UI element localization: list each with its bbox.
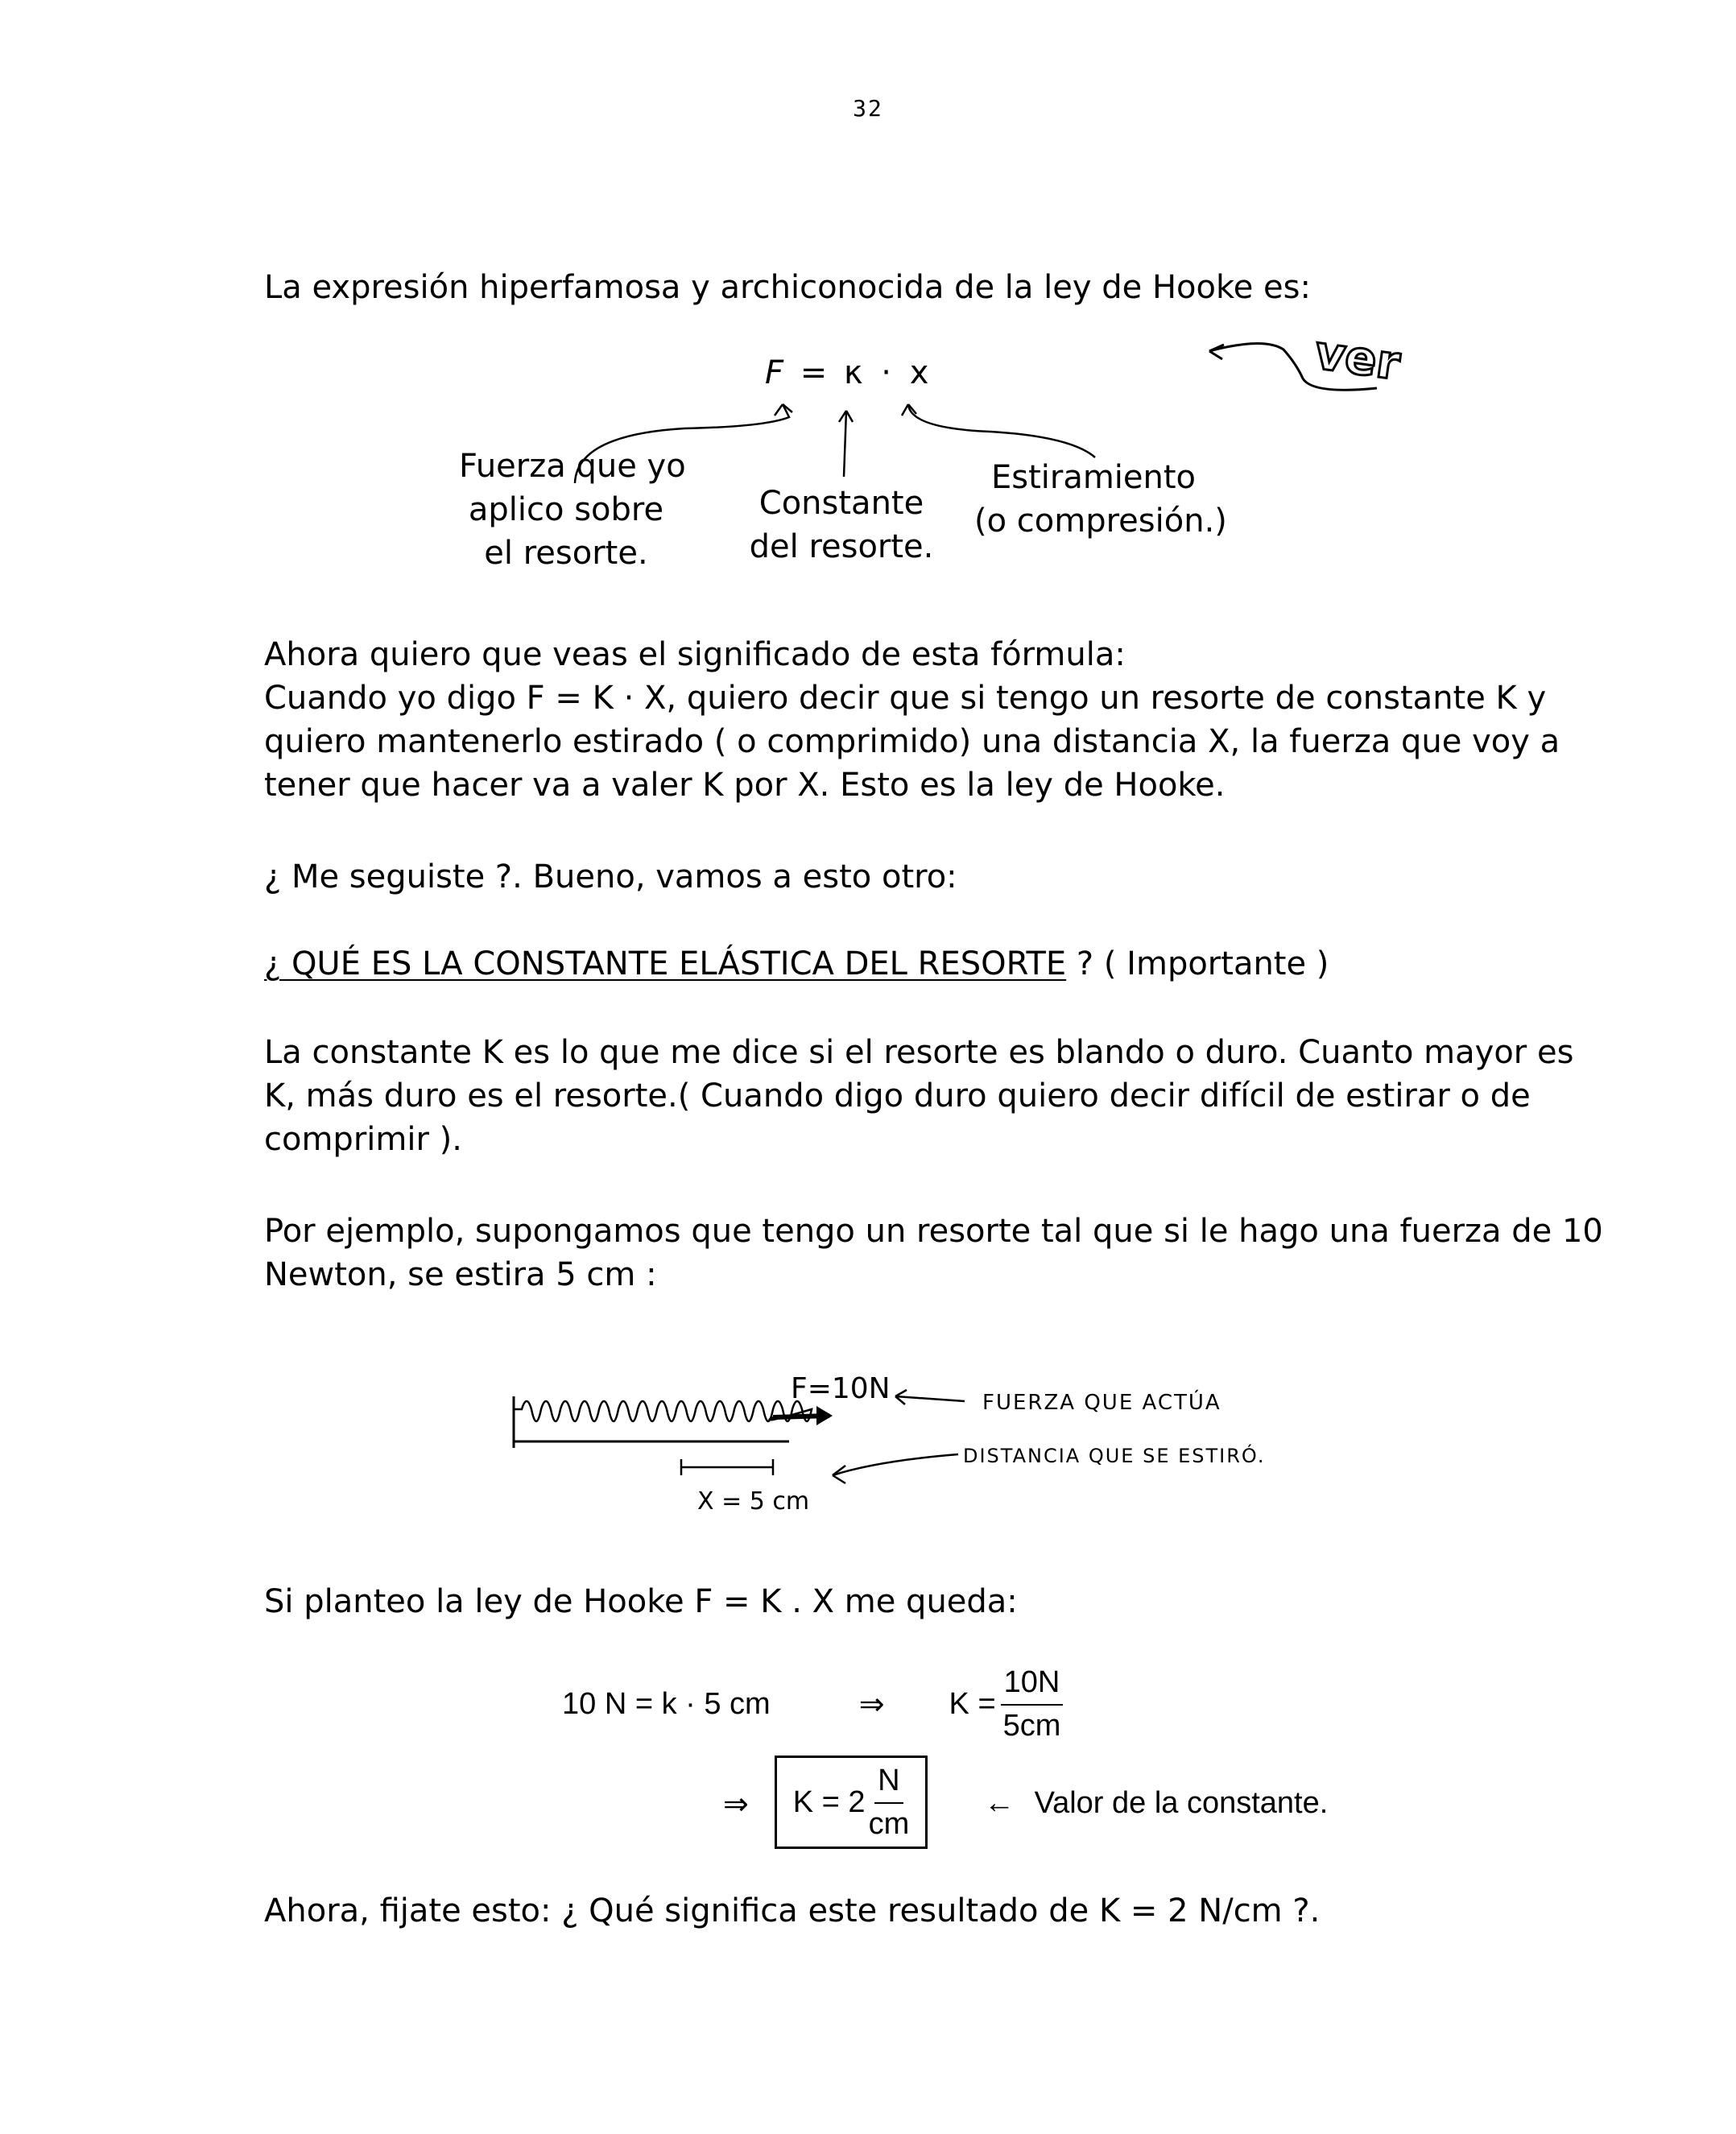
equation-1-implies: ⇒ <box>858 1687 885 1722</box>
paragraph-constant-line: comprimir ). <box>264 1121 462 1158</box>
equation-1-numerator: 10N <box>1001 1664 1064 1706</box>
label-fuerza-line-1: Fuerza que yo <box>459 448 686 485</box>
distance-note-arrow <box>833 1454 958 1475</box>
distance-note-arrow-head <box>833 1466 845 1483</box>
force-label: F=10N <box>791 1372 891 1405</box>
ver-arrow-head <box>1209 345 1224 359</box>
paragraph-hooke-apply <box>264 1580 1520 1623</box>
force-note-arrow <box>895 1396 965 1401</box>
paragraph-hooke-apply-line: Si planteo la ley de Hooke F = K . X me queda: <box>264 1583 1018 1620</box>
formula-dot: · <box>881 354 891 391</box>
equation-1-fraction <box>1001 1664 1064 1744</box>
arrow-constante <box>844 411 846 477</box>
equation-1 <box>562 1664 1063 1744</box>
section-heading-rest: ? ( Importante ) <box>1066 945 1329 982</box>
arrow-estiramiento <box>908 404 1095 457</box>
paragraph-constant-line: K, más duro es el resorte.( Cuando digo duro quiero decir difícil de estirar o de <box>264 1077 1531 1115</box>
equation-1-denominator: 5cm <box>1002 1709 1061 1743</box>
result-numerator: N <box>874 1762 903 1804</box>
section-heading-underlined: ¿ QUÉ ES LA CONSTANTE ELÁSTICA DEL RESORTE <box>264 945 1067 982</box>
arrow-fuerza-head <box>775 404 792 416</box>
paragraph-followed-line: ¿ Me seguiste ?. Bueno, vamos a esto otro: <box>264 858 957 895</box>
formula-k: κ <box>843 354 863 391</box>
result-note <box>984 1786 1328 1821</box>
label-constante <box>749 482 934 569</box>
spring-sketch <box>507 1361 1329 1538</box>
paragraph-closing <box>264 1889 1520 1933</box>
spring-coil <box>514 1401 812 1421</box>
result-box <box>775 1756 928 1849</box>
formula-equals: = <box>800 354 828 391</box>
force-arrow-head <box>816 1406 833 1425</box>
result-note-arrow: ← <box>984 1786 1015 1820</box>
label-estiramiento-line-2: (o compresión.) <box>974 502 1227 540</box>
equation-2-implies: ⇒ <box>723 1788 749 1822</box>
paragraph-example <box>264 1210 1603 1297</box>
intro-text <box>264 266 1520 309</box>
ver-badge <box>1200 322 1403 411</box>
x-label: X = 5 cm <box>697 1487 810 1516</box>
result-fraction <box>869 1762 910 1842</box>
ver-text: ver <box>1311 325 1403 391</box>
paragraph-followed <box>264 855 1520 899</box>
label-estiramiento-line-1: Estiramiento <box>990 459 1197 496</box>
paragraph-example-line: Por ejemplo, supongamos que tengo un resorte tal que si le hago una fuerza de 10 <box>264 1213 1603 1250</box>
result-note-text: Valor de la constante. <box>1034 1786 1329 1820</box>
paragraph-closing-line: Ahora, fijate esto: ¿ Qué significa este resultado de K = 2 N/cm ?. <box>264 1892 1321 1929</box>
paragraph-example-line: Newton, se estira 5 cm : <box>264 1256 657 1293</box>
intro-line: La expresión hiperfamosa y archiconocida de la ley de Hooke es: <box>264 269 1311 306</box>
label-estiramiento <box>974 456 1227 543</box>
label-fuerza-line-2: aplico sobre <box>468 491 664 528</box>
paragraph-meaning-line: Cuando yo digo F = K · X, quiero decir que si tengo un resorte de constante K y <box>264 680 1547 717</box>
section-heading <box>264 942 1520 986</box>
paragraph-meaning-line: Ahora quiero que veas el significado de esta fórmula: <box>264 636 1126 673</box>
equation-1-k: K = <box>949 1686 996 1721</box>
formula-x: x <box>909 354 929 391</box>
paragraph-meaning-line: tener que hacer va a valer K por X. Esto es la ley de Hooke. <box>264 767 1226 804</box>
force-note: FUERZA QUE ACTÚA <box>982 1391 1221 1415</box>
result-k: K = 2 <box>792 1785 866 1819</box>
formula-f: F <box>765 354 784 391</box>
paragraph-meaning <box>264 633 1560 807</box>
page-number: 32 <box>853 95 883 122</box>
label-constante-line-1: Constante <box>758 485 924 522</box>
result-denominator: cm <box>868 1807 910 1841</box>
paragraph-constant <box>264 1031 1574 1161</box>
label-fuerza <box>459 445 686 575</box>
label-constante-line-2: del resorte. <box>749 528 934 565</box>
equation-1-left: 10 N = k · 5 cm <box>562 1686 771 1721</box>
paragraph-constant-line: La constante K es lo que me dice si el resorte es blando o duro. Cuanto mayor es <box>264 1034 1574 1071</box>
distance-note: DISTANCIA QUE SE ESTIRÓ. <box>963 1445 1266 1467</box>
label-fuerza-line-3: el resorte. <box>484 535 648 572</box>
paragraph-meaning-line: quiero mantenerlo estirado ( o comprimido) una distancia X, la fuerza que voy a <box>264 723 1560 760</box>
